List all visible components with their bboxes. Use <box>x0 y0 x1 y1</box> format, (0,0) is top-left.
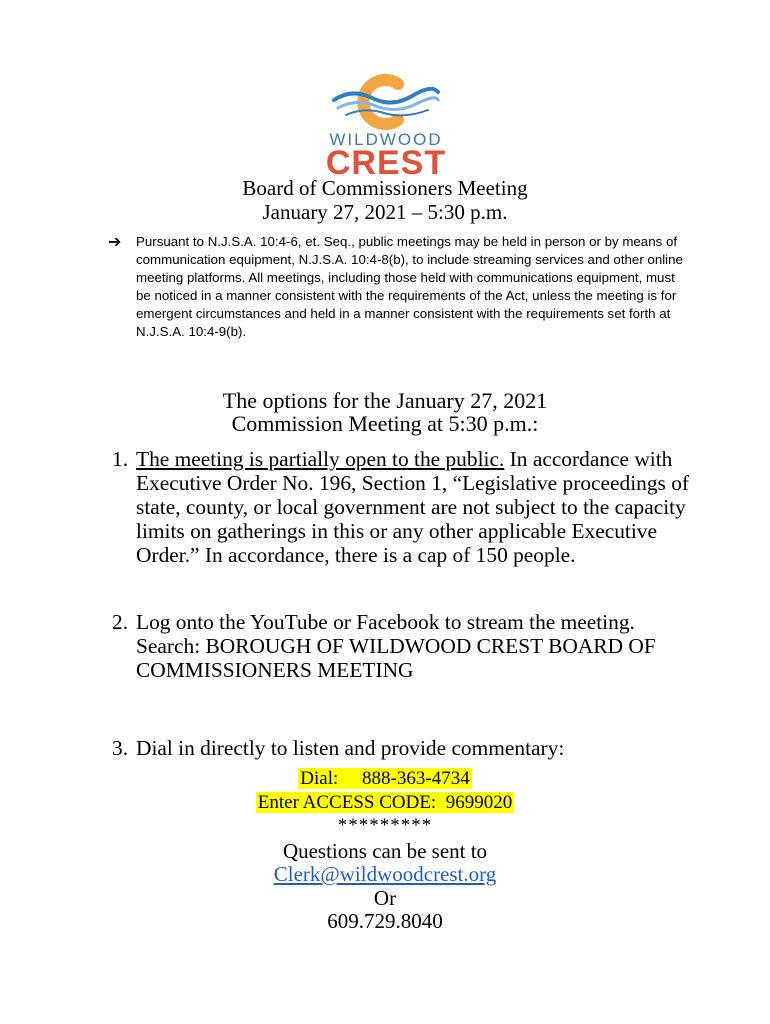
questions-text: Questions can be sent to <box>282 839 488 863</box>
option-item-1 <box>112 447 692 567</box>
option-item-3 <box>112 736 692 760</box>
intro-text: Pursuant to N.J.S.A. 10:4-6, et. Seq., public meetings may be held in person or by means of communication equipment, N.J.S.A. 10:4-8(b), to include streaming services and other online meeting platforms. All meetings, including those held with communications equipment, must be noticed in a manner consistent with the requirements of the Act, unless the meeting is for emergent circumstances and held in a manner consistent with the requirements set forth at N.J.S.A. 10:4-9(b). <box>136 234 683 339</box>
access-code-line <box>0 792 770 814</box>
option-number: 2. <box>112 610 129 634</box>
email-link[interactable]: Clerk@wildwoodcrest.org <box>273 862 497 886</box>
option-text: Log onto the YouTube or Facebook to stream the meeting. Search: BOROUGH OF WILDWOOD CREST BOARD OF COMMISSIONERS MEETING <box>136 610 656 682</box>
or-text: Or <box>373 886 397 910</box>
option-item-2 <box>112 610 692 682</box>
option-text <box>136 447 692 567</box>
option-text: Dial in directly to listen and provide commentary: <box>136 736 565 760</box>
sun-and-waves-icon <box>332 74 440 132</box>
email-line <box>0 862 770 886</box>
option-body-text: In accordance with Executive Order No. 196, Section 1, “Legislative proceedings of state, county, or local government are not subject to the capacity limits on gatherings in this or any other applicable Executive Order.” In accordance, there is a cap of 150 people. <box>136 447 690 567</box>
options-heading-line2: Commission Meeting at 5:30 p.m.: <box>231 411 539 436</box>
dial-line <box>0 768 770 790</box>
logo-wildwood-text: WILDWOOD <box>329 130 443 149</box>
options-heading-line1: The options for the January 27, 2021 <box>222 388 548 413</box>
access-code: Enter ACCESS CODE: 9699020 <box>257 792 513 813</box>
option-number: 1. <box>112 447 129 471</box>
option-number: 3. <box>112 736 129 760</box>
logo-crest-text: CREST <box>325 144 447 182</box>
option-underlined-text: The meeting is partially open to the public. <box>136 447 505 471</box>
arrow-right-icon: ➔ <box>108 234 122 251</box>
dial-number: Dial: 888-363-4734 <box>300 768 470 789</box>
intro-notice <box>108 233 688 341</box>
meeting-date: January 27, 2021 – 5:30 p.m. <box>262 200 508 224</box>
phone-number: 609.729.8040 <box>327 909 443 933</box>
separator: ********* <box>337 815 433 836</box>
wildwood-crest-logo <box>316 74 456 182</box>
meeting-title: Board of Commissioners Meeting <box>242 176 528 200</box>
